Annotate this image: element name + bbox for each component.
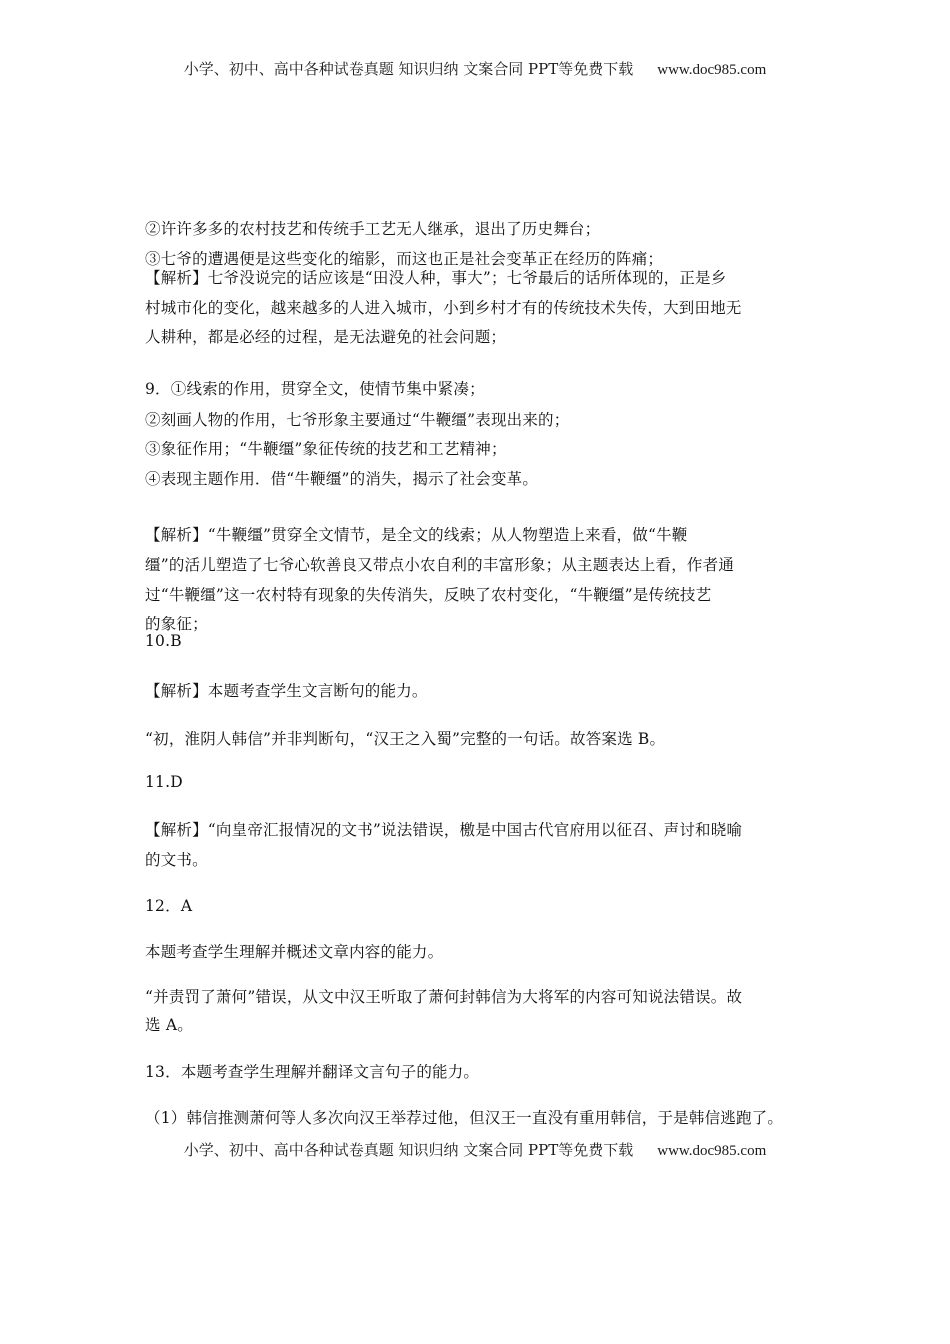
header-url: www.doc985.com (657, 62, 767, 78)
text-line: ②刻画人物的作用，七爷形象主要通过“牛鞭缰”表现出来的； (145, 411, 570, 429)
text-line: 的文书。 (145, 851, 208, 869)
text-line: 【解析】“向皇帝汇报情况的文书”说法错误，檄是中国古代官府用以征召、声讨和晓喻 (145, 821, 743, 839)
text-line: 村城市化的变化，越来越多的人进入城市，小到乡村才有的传统技术失传，大到田地无 (145, 299, 742, 317)
text-line: ③七爷的遭遇便是这些变化的缩影，而这也正是社会变革正在经历的阵痛； (145, 250, 664, 268)
text-line: ③象征作用；“牛鞭缰”象征传统的技艺和工艺精神； (145, 440, 507, 458)
footer-text: 小学、初中、高中各种试卷真题 知识归纳 文案合同 PPT等免费下载 (183, 1141, 634, 1159)
text-line: ②许许多多的农村技艺和传统手工艺无人继承，退出了历史舞台； (145, 220, 601, 238)
text-line: 选 A。 (145, 1016, 193, 1034)
text-line: 【解析】“牛鞭缰”贯穿全文情节，是全文的线索；从人物塑造上来看，做“牛鞭 (145, 526, 688, 544)
page-footer (0, 1139, 950, 1160)
text-line: 人耕种，都是必经的过程，是无法避免的社会问题； (145, 328, 507, 346)
text-line: （1）韩信推测萧何等人多次向汉王举荐过他，但汉王一直没有重用韩信，于是韩信逃跑了。 (145, 1109, 784, 1127)
text-line: 过“牛鞭缰”这一农村特有现象的失传消失，反映了农村变化，“牛鞭缰”是传统技艺 (145, 586, 712, 604)
text-line: 缰”的活儿塑造了七爷心软善良又带点小农自利的丰富形象；从主题表达上看，作者通 (145, 556, 735, 574)
footer-url: www.doc985.com (657, 1143, 767, 1159)
text-line: 13．本题考查学生理解并翻译文言句子的能力。 (145, 1063, 480, 1081)
text-line: “初，淮阴人韩信”并非判断句，“汉王之入蜀”完整的一句话。故答案选 B。 (145, 730, 666, 748)
text-line: 本题考查学生理解并概述文章内容的能力。 (145, 943, 444, 961)
text-line: “并责罚了萧何”错误，从文中汉王听取了萧何封韩信为大将军的内容可知说法错误。故 (145, 988, 743, 1006)
text-line: 【解析】七爷没说完的话应该是“田没人种，事大”；七爷最后的话所体现的，正是乡 (145, 269, 727, 287)
text-line: 10.B (145, 632, 182, 650)
text-line: 11.D (145, 773, 183, 791)
text-line: 【解析】本题考查学生文言断句的能力。 (145, 682, 428, 700)
text-line: ④表现主题作用．借“牛鞭缰”的消失，揭示了社会变革。 (145, 470, 539, 488)
text-line: 12．A (145, 897, 193, 915)
header-text: 小学、初中、高中各种试卷真题 知识归纳 文案合同 PPT等免费下载 (183, 60, 634, 78)
text-line: 9．①线索的作用，贯穿全文，使情节集中紧凑； (145, 380, 485, 398)
text-line: 的象征； (145, 615, 208, 633)
page-header (0, 58, 950, 79)
